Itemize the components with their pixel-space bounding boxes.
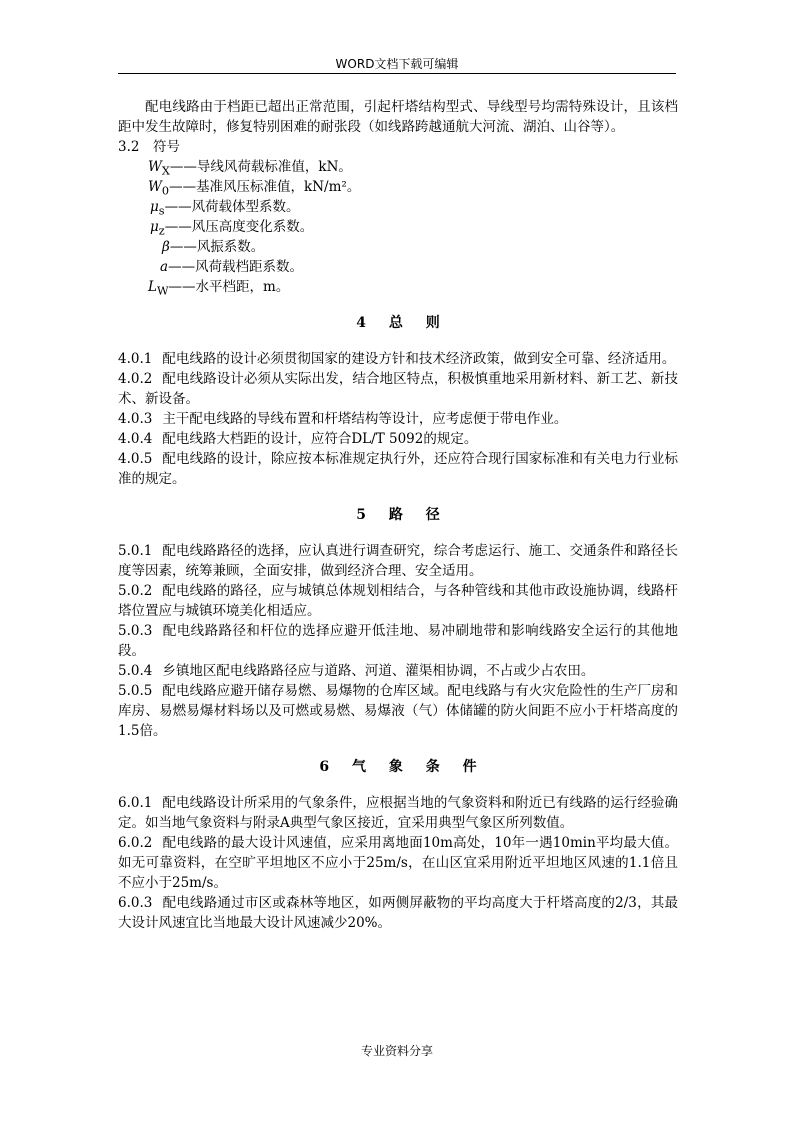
page-header: WORD文档下载可编辑 [118,56,676,74]
symbol-subscript: W [156,284,169,298]
symbol-description: ——导线风荷载标准值，kN。 [169,159,352,175]
symbol-description: ——风荷载体型系数。 [164,199,300,215]
symbol-row [118,277,678,297]
symbol-row [118,197,678,217]
symbol-subscript: 0 [161,184,170,198]
symbol-description: ——水平档距，m。 [168,279,290,295]
sections-container [118,313,678,933]
clause-text: 配电线路路径和杆位的选择应避开低洼地、易冲刷地带和影响线路安全运行的其他地段。 [118,623,678,659]
clause-text: 配电线路的设计，除应按本标准规定执行外，还应符合现行国家标准和有关电力行业标准的规定。 [118,451,678,487]
clause-text: 主干配电线路的导线布置和杆塔结构等设计，应考虑便于带电作业。 [162,411,568,427]
symbol-subscript: z [158,224,165,238]
symbol-description: ——风振系数。 [169,239,265,255]
clause [118,369,678,409]
clause-number: 4.0.2 [118,371,153,387]
symbol-letter: W [148,179,162,195]
clause [118,793,678,833]
section-title: 5 路 径 [356,507,440,523]
clause [118,893,678,933]
clause-number: 5.0.5 [118,683,153,699]
symbol-letter: μ [150,199,159,215]
clause-number: 5.0.1 [118,543,153,559]
clause [118,661,678,681]
clause [118,541,678,581]
clause [118,581,678,621]
clause-number: 6.0.1 [118,795,153,811]
clause-text: 配电线路设计所采用的气象条件，应根据当地的气象资料和附近已有线路的运行经验确定。如当地气象资料与附录A典型气象区接近，宜采用典型气象区所列数值。 [118,795,678,831]
clause-number: 4.0.3 [118,411,153,427]
section-title: 6 气 象 条 件 [319,759,477,775]
clause-text: 配电线路的最大设计风速值，应采用离地面10m高处，10年一遇10min平均最大值。如无可靠资料，在空旷平坦地区不应小于25m/s，在山区宜采用附近平坦地区风速的1.1倍且不应小于25m/s。 [118,835,678,891]
clause-number: 5.0.3 [118,623,153,639]
clause [118,833,678,893]
symbol-letter: L [148,279,157,295]
clause-number: 4.0.4 [118,431,153,447]
symbol-description: ——风压高度变化系数。 [164,219,314,235]
section-title: 4 总 则 [356,315,440,331]
clause-text: 乡镇地区配电线路路径应与道路、河道、灌渠相协调，不占或少占农田。 [162,663,595,679]
clause-text: 配电线路应避开储存易燃、易爆物的仓库区域。配电线路与有火灾危险性的生产厂房和库房、易燃易爆材料场以及可燃或易燃、易爆液（气）体储罐的防火间距不应小于杆塔高度的1.5倍。 [118,683,678,739]
clause [118,449,678,489]
symbol-letter: β [162,239,170,255]
clause [118,429,678,449]
clause-number: 5.0.2 [118,583,153,599]
intro-paragraph: 配电线路由于档距已超出正常范围，引起杆塔结构型式、导线型号均需特殊设计，且该档距中发生故障时，修复特别困难的耐张段（如线路跨越通航大河流、湖泊、山谷等）。 [118,99,678,135]
symbols-list [118,157,678,297]
clause-number: 4.0.5 [118,451,153,467]
clause-text: 配电线路的路径，应与城镇总体规划相结合，与各种管线和其他市政设施协调，线路杆塔位置应与城镇环境美化相适应。 [118,583,678,619]
clause-text: 配电线路大档距的设计，应符合DL/T 5092的规定。 [162,431,478,447]
symbol-row [118,237,678,257]
symbol-letter: a [160,259,169,275]
symbol-subscript: X [161,164,170,178]
document-body [118,97,678,933]
clause [118,349,678,369]
clause-number: 6.0.3 [118,895,153,911]
clause-number: 5.0.4 [118,663,153,679]
symbol-description: ——风荷载档距系数。 [168,259,304,275]
page-footer: 专业资料分享 [360,1044,433,1058]
clause [118,681,678,741]
clause-number: 6.0.2 [118,835,153,851]
symbols-heading: 3.2 符号 [118,139,180,155]
symbol-letter: W [148,159,162,175]
symbol-subscript: s [158,204,165,218]
clause-text: 配电线路设计必须从实际出发，结合地区特点，积极慎重地采用新材料、新工艺、新技术、新设备。 [118,371,678,407]
clause-text: 配电线路的设计必须贯彻国家的建设方针和技术经济政策，做到安全可靠、经济适用。 [162,351,676,367]
symbol-row [118,217,678,237]
symbol-description: ——基准风压标准值，kN/m²。 [169,179,361,195]
clause [118,621,678,661]
symbol-row [118,157,678,177]
clause-text: 配电线路路径的选择，应认真进行调查研究，综合考虑运行、施工、交通条件和路径长度等因素，统筹兼顾，全面安排，做到经济合理、安全适用。 [118,543,678,579]
symbol-row [118,177,678,197]
clause-number: 4.0.1 [118,351,153,367]
symbol-row [118,257,678,277]
symbol-letter: μ [150,219,159,235]
clause [118,409,678,429]
clause-text: 配电线路通过市区或森林等地区，如两侧屏蔽物的平均高度大于杆塔高度的2/3，其最大设计风速宜比当地最大设计风速减少20%。 [118,895,678,931]
